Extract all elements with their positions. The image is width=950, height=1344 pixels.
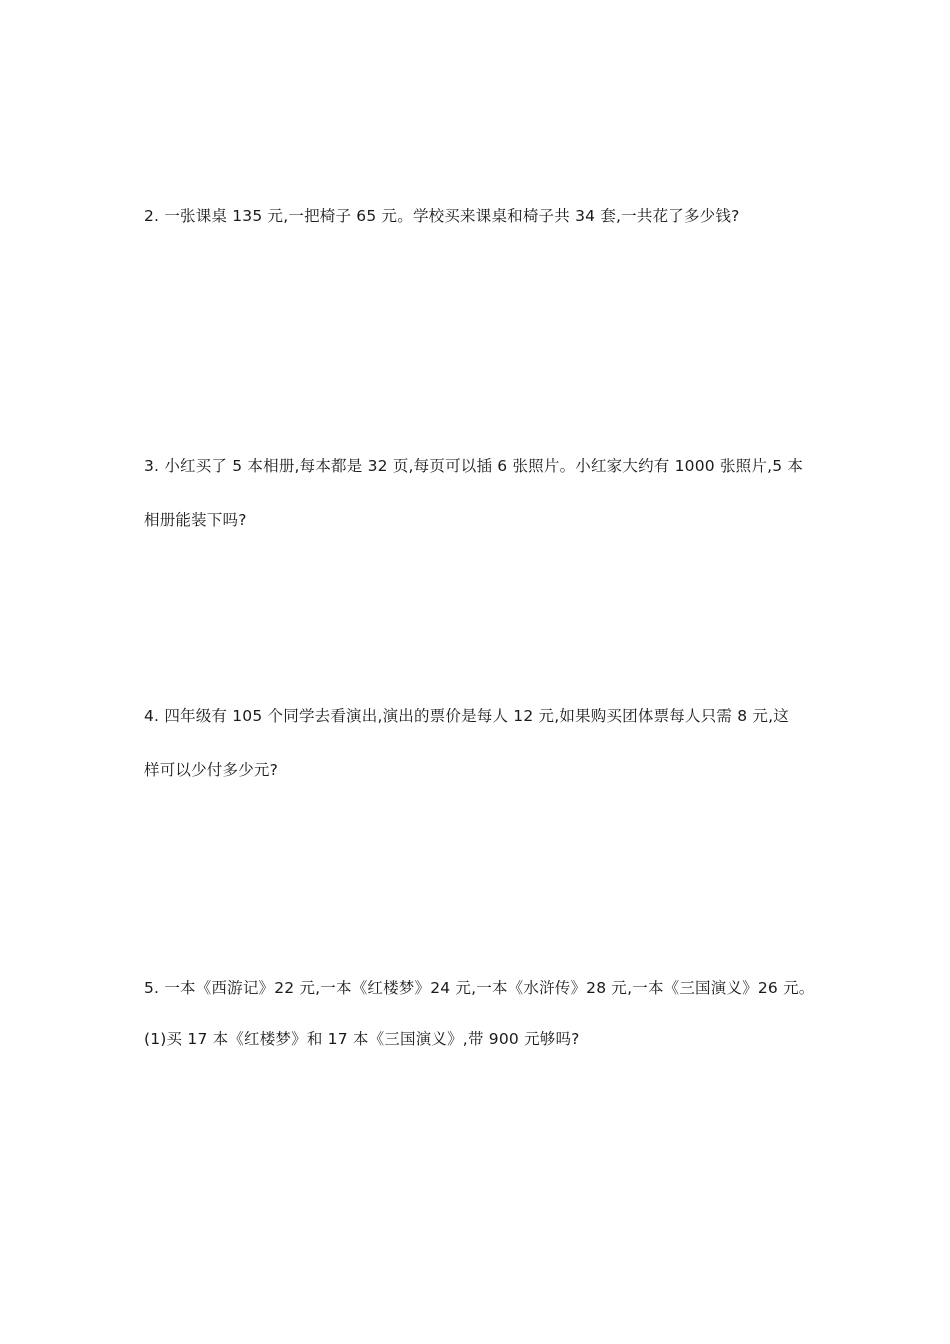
question-5-line-1: 5. 一本《西游记》22 元,一本《红楼梦》24 元,一本《水浒传》28 元,一本《三国演义》26 元。 xyxy=(144,979,815,997)
question-3-line-2: 相册能装下吗? xyxy=(144,511,247,529)
question-5-subquestion-1: (1)买 17 本《红楼梦》和 17 本《三国演义》,带 900 元够吗? xyxy=(144,1030,580,1048)
question-3-line-1: 3. 小红买了 5 本相册,每本都是 32 页,每页可以插 6 张照片。小红家大约有 1000 张照片,5 本 xyxy=(144,457,804,475)
question-4-line-2: 样可以少付多少元? xyxy=(144,761,279,779)
question-2-line-1: 2. 一张课桌 135 元,一把椅子 65 元。学校买来课桌和椅子共 34 套,一共花了多少钱? xyxy=(144,207,740,225)
question-4-line-1: 4. 四年级有 105 个同学去看演出,演出的票价是每人 12 元,如果购买团体票每人只需 8 元,这 xyxy=(144,707,789,725)
